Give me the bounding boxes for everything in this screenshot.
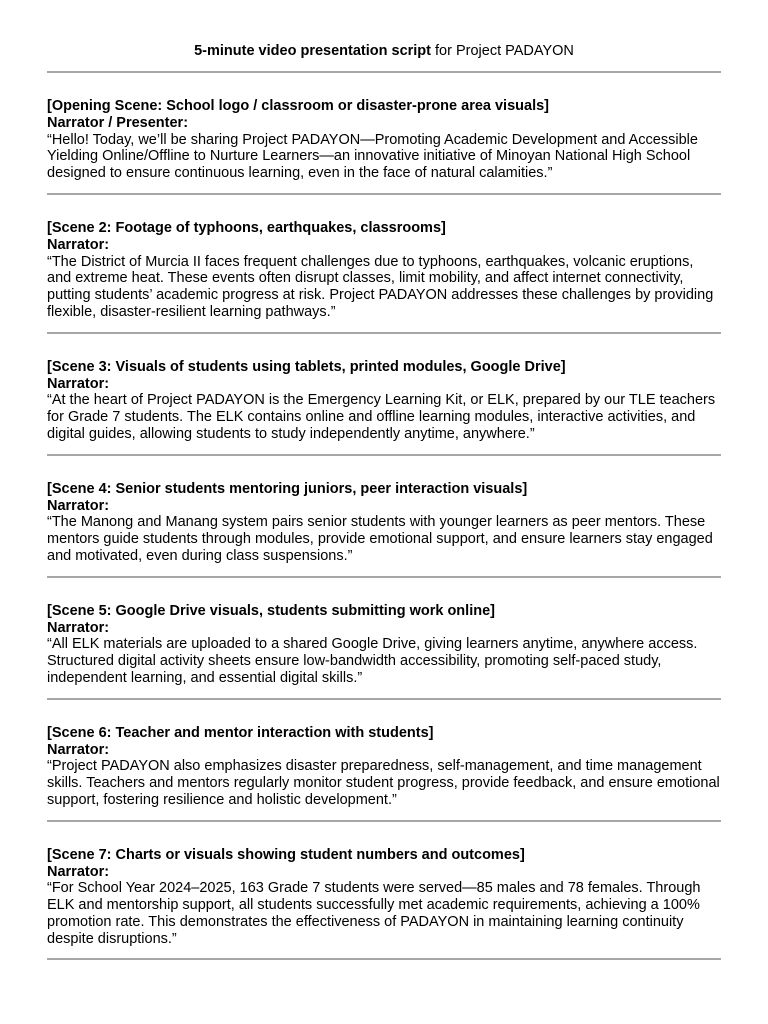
scene-7	[47, 822, 721, 959]
speaker-label: Narrator / Presenter:	[47, 114, 189, 131]
speaker-label: Narrator:	[47, 497, 110, 514]
scene-5	[47, 578, 721, 698]
scene-heading: [Scene 4: Senior students mentoring juniors, peer interaction visuals]	[47, 480, 528, 497]
scene-heading: [Scene 6: Teacher and mentor interaction with students]	[47, 724, 434, 741]
scene-text: “The Manong and Manang system pairs senior students with younger learners as peer mentors. These mentors guide students through modules, provide emotional support, and ensure learners stay engaged and motivated, even during class suspensions.”	[47, 514, 713, 564]
scene-text: “Project PADAYON also emphasizes disaster preparedness, self-management, and time management skills. Teachers and mentors regularly monitor student progress, provide feedback, and ensure emotional support, fostering resilience and holistic development.”	[47, 758, 720, 808]
divider	[47, 958, 721, 960]
speaker-label: Narrator:	[47, 619, 110, 636]
speaker-label: Narrator:	[47, 236, 110, 253]
scene-heading: [Scene 5: Google Drive visuals, students submitting work online]	[47, 602, 495, 619]
scene-heading: [Scene 7: Charts or visuals showing student numbers and outcomes]	[47, 846, 525, 863]
scene-2	[47, 195, 721, 332]
scene-text: “All ELK materials are uploaded to a shared Google Drive, giving learners anytime, anywhere access. Structured digital activity sheets ensure low-bandwidth accessibility, promoting self-paced study, independent learning, and essential digital skills.”	[47, 636, 698, 686]
scene-heading: [Scene 3: Visuals of students using tablets, printed modules, Google Drive]	[47, 358, 566, 375]
scene-text: “Hello! Today, we’ll be sharing Project PADAYON—Promoting Academic Development and Accessible Yielding Online/Offline to Nurture Learners—an innovative initiative of Minoyan National High School designed to ensure continuous learning, even in the face of natural calamities.”	[47, 131, 698, 182]
scene-text: “For School Year 2024–2025, 163 Grade 7 students were served—85 males and 78 females. Through ELK and mentorship support, all students successfully met academic requirements, achieving a 100% promotion rate. This demonstrates the effectiveness of PADAYON in maintaining learning continuity despite disruptions.”	[47, 880, 701, 947]
document-title-rest: for Project PADAYON	[431, 43, 574, 59]
speaker-label: Narrator:	[47, 863, 110, 880]
scene-heading: [Opening Scene: School logo / classroom or disaster-prone area visuals]	[47, 98, 549, 114]
document-title	[47, 0, 721, 71]
scene-3	[47, 334, 721, 454]
scene-heading: [Scene 2: Footage of typhoons, earthquakes, classrooms]	[47, 219, 446, 236]
document-title-bold: 5-minute video presentation script	[194, 43, 431, 59]
scene-text: “The District of Murcia II faces frequent challenges due to typhoons, earthquakes, volcanic eruptions, and extreme heat. These events often disrupt classes, limit mobility, and affect internet connectivity, putting students’ academic progress at risk. Project PADAYON addresses these challenges by providing flexible, disaster-resilient learning pathways.”	[47, 253, 714, 320]
speaker-label: Narrator:	[47, 375, 110, 392]
scene-opening	[47, 73, 721, 193]
speaker-label: Narrator:	[47, 741, 110, 758]
scene-6	[47, 700, 721, 820]
scene-text: “At the heart of Project PADAYON is the Emergency Learning Kit, or ELK, prepared by our TLE teachers for Grade 7 students. The ELK contains online and offline learning modules, interactive activities, and digital guides, allowing students to study independently anytime, anywhere.”	[47, 392, 716, 442]
scene-4	[47, 456, 721, 576]
